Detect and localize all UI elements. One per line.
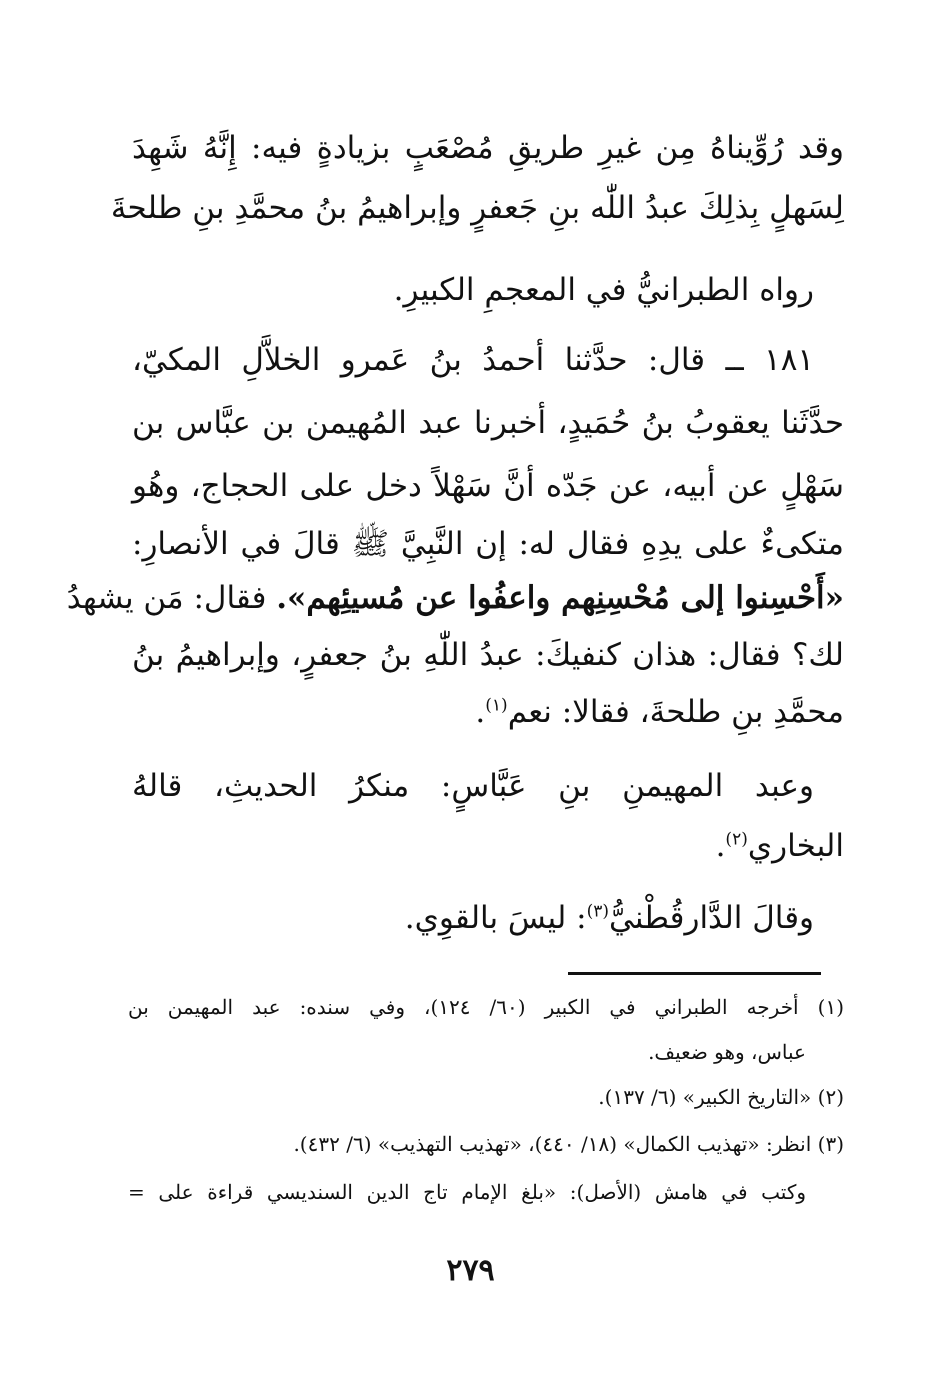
paragraph-1-line-1: وقد رُوِّيناهُ مِن غيرِ طريقِ مُصْعَبٍ بزيادةٍ فيه: إِنَّهُ شَهِدَ bbox=[132, 130, 844, 166]
paragraph-5-after: : ليسَ بالقوِي. bbox=[404, 900, 587, 936]
hadith-181-line-7 bbox=[475, 694, 844, 730]
paragraph-5-before: وقالَ الدَّارقُطْنيُّ bbox=[609, 900, 814, 936]
footnote-ref-2: (٢) bbox=[725, 829, 748, 850]
hadith-181-line-6: لك؟ فقال: هذان كنفيكَ: عبدُ اللّٰهِ بنُ جعفرٍ، وإبراهيمُ بنُ bbox=[132, 637, 844, 673]
footnote-ref-1: (١) bbox=[485, 695, 508, 716]
paragraph-5 bbox=[405, 900, 814, 936]
hadith-181-line-3: سَهْلٍ عن أبيه، عن جَدّه أنَّ سَهْلاً دخل على الحجاج، وهُو bbox=[132, 468, 844, 504]
hadith-181-line-4: متكىءٌ على يدِهِ فقال له: إن النَّبِيَّ ﷺ قالَ في الأنصارِ: bbox=[132, 526, 844, 562]
paragraph-4-line-2-text: البخاري bbox=[747, 828, 844, 864]
hadith-181-line-7-text: محمَّدِ بنِ طلحةَ، فقالا: نعم bbox=[507, 694, 844, 730]
footnote-3-note: وكتب في هامش (الأصل): «بلغ الإمام تاج الدين السنديسي قراءة على = bbox=[128, 1180, 806, 1204]
hadith-181-line-5 bbox=[66, 580, 844, 616]
footnote-3: (٣) انظر: «تهذيب الكمال» (١٨/ ٤٤٠)، «تهذيب التهذيب» (٦/ ٤٣٢). bbox=[293, 1132, 844, 1156]
paragraph-4-line-2 bbox=[716, 828, 844, 864]
footnote-separator bbox=[568, 972, 821, 975]
hadith-181-line-2: حدَّثَنا يعقوبُ بنُ حُمَيدٍ، أخبرنا عبد المُهيمن بن عبَّاس بن bbox=[132, 405, 844, 441]
footnote-1-line-1: (١) أخرجه الطبراني في الكبير (٦٠/ ١٢٤)، وفي سنده: عبد المهيمن بن bbox=[128, 995, 844, 1019]
paragraph-4-line-1: وعبد المهيمنِ بنِ عَبَّاسٍ: منكرُ الحديثِ، قالهُ bbox=[132, 768, 814, 804]
paragraph-4-line-2-end: . bbox=[715, 828, 726, 864]
footnote-2: (٢) «التاريخ الكبير» (٦/ ١٣٧). bbox=[598, 1085, 844, 1109]
hadith-181-line-5-rest: فقال: مَن يشهدُ bbox=[66, 580, 267, 616]
footnote-1-line-2: عباس، وهو ضعيف. bbox=[648, 1040, 806, 1064]
hadith-181-line-1: ١٨١ ــ قال: حدَّثنا أحمدُ بنُ عَمرو الخلاَّلِ المكيّ، bbox=[132, 342, 814, 378]
paragraph-2: رواه الطبرانيُّ في المعجمِ الكبيرِ. bbox=[393, 272, 814, 308]
hadith-quote: «أَحْسِنوا إلى مُحْسِنِهم واعفُوا عن مُسيئِهم». bbox=[276, 580, 844, 616]
hadith-181-line-7-end: . bbox=[475, 694, 486, 730]
paragraph-1-line-2: لِسَهلٍ بِذلِكَ عبدُ اللّٰه بنِ جَعفرٍ وإبراهيمُ بنُ محمَّدِ بنِ طلحةَ bbox=[110, 190, 844, 226]
page-number: ٢٧٩ bbox=[446, 1253, 495, 1288]
footnote-ref-3: (٣) bbox=[586, 901, 610, 922]
